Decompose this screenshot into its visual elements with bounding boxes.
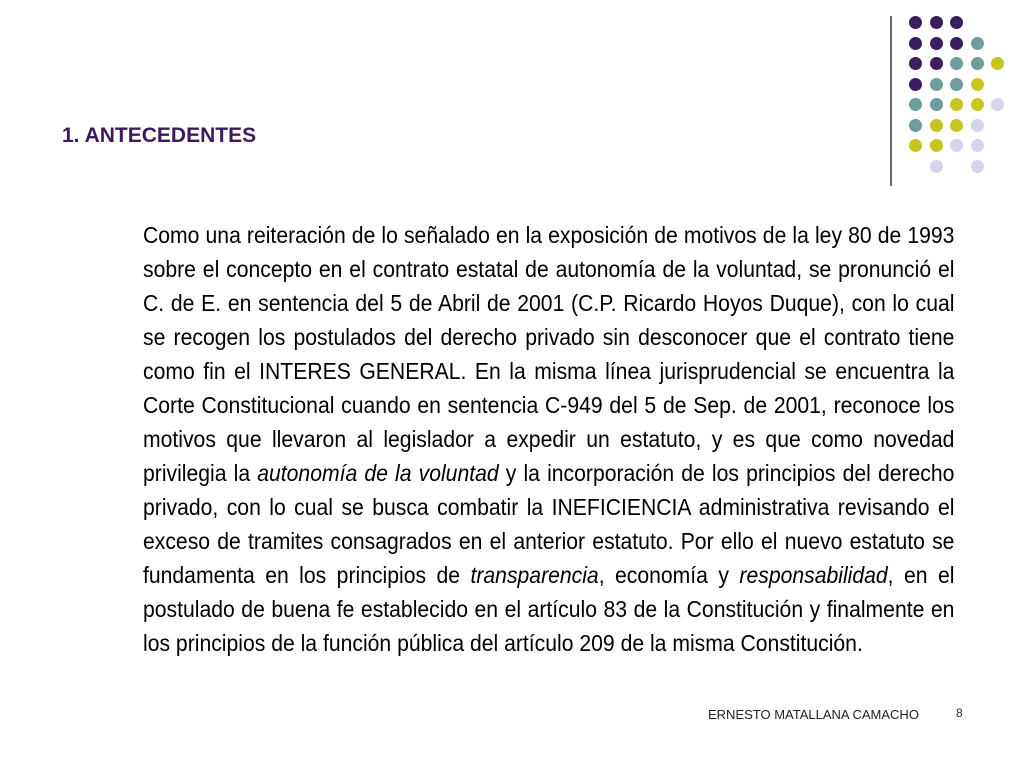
dot-lavender: [930, 160, 943, 173]
dot-lavender: [991, 98, 1004, 111]
dot-olive: [950, 119, 963, 132]
dot-lavender: [950, 139, 963, 152]
dot-lavender: [971, 119, 984, 132]
dot-purple: [930, 16, 943, 29]
dot-teal: [909, 98, 922, 111]
dot-olive: [991, 57, 1004, 70]
dot-olive: [971, 98, 984, 111]
italic-run: transparencia: [470, 562, 599, 588]
page-number: 8: [956, 706, 963, 720]
dot-lavender: [971, 139, 984, 152]
dot-teal: [950, 78, 963, 91]
dot-purple: [909, 78, 922, 91]
italic-run: autonomía de la voluntad: [257, 460, 499, 486]
dot-teal: [950, 57, 963, 70]
italic-run: responsabilidad: [739, 562, 888, 588]
slide-body-text: [143, 218, 954, 660]
dot-purple: [909, 37, 922, 50]
dot-olive: [950, 98, 963, 111]
dot-lavender: [971, 160, 984, 173]
decorative-dot-grid: [0, 0, 1024, 200]
dot-purple: [930, 37, 943, 50]
text-run: Como una reiteración de lo señalado en la exposición de motivos de la ley 80 de 1993 sobre el concepto en el contrato estatal de autonomía de la voluntad, se pronunció el C. de E. en sentencia del 5 de Abril de 2001 (C.P. Ricardo Hoyos Duque), con lo cual se recogen los postulados del derecho privado sin desconocer que el contrato tiene como fin el INTERES GENERAL. En la misma línea jurisprudencial se encuentra la Corte Constitucional cuando en sentencia C-949 del 5 de Sep. de 2001, reconoce los motivos que llevaron al legislador a expedir un estatuto, y es que como novedad privilegia la: [143, 222, 955, 486]
slide-title: 1. ANTECEDENTES: [62, 124, 257, 147]
footer-author: ERNESTO MATALLANA CAMACHO: [708, 707, 919, 722]
dot-purple: [909, 57, 922, 70]
dot-teal: [930, 78, 943, 91]
dot-olive: [971, 78, 984, 91]
dot-purple: [909, 16, 922, 29]
dot-purple: [930, 57, 943, 70]
dot-teal: [971, 37, 984, 50]
text-run: , en el postulado de buena fe establecido en el artículo 83 de la Constitución y finalmente en los principios de la función pública del artículo 209 de la misma Constitución.: [143, 562, 955, 656]
dot-olive: [909, 139, 922, 152]
dot-teal: [971, 57, 984, 70]
text-run: y la incorporación de los principios del derecho privado, con lo cual se busca combatir la INEFICIENCIA administrativa revisando el exceso de tramites consagrados en el anterior estatuto. Por ello el nuevo estatuto se fundamenta en los principios de: [143, 460, 955, 588]
dot-olive: [930, 139, 943, 152]
dot-olive: [930, 119, 943, 132]
text-run: , economía y: [598, 562, 740, 588]
dot-teal: [930, 98, 943, 111]
dot-purple: [950, 37, 963, 50]
dot-teal: [909, 119, 922, 132]
dot-purple: [950, 16, 963, 29]
